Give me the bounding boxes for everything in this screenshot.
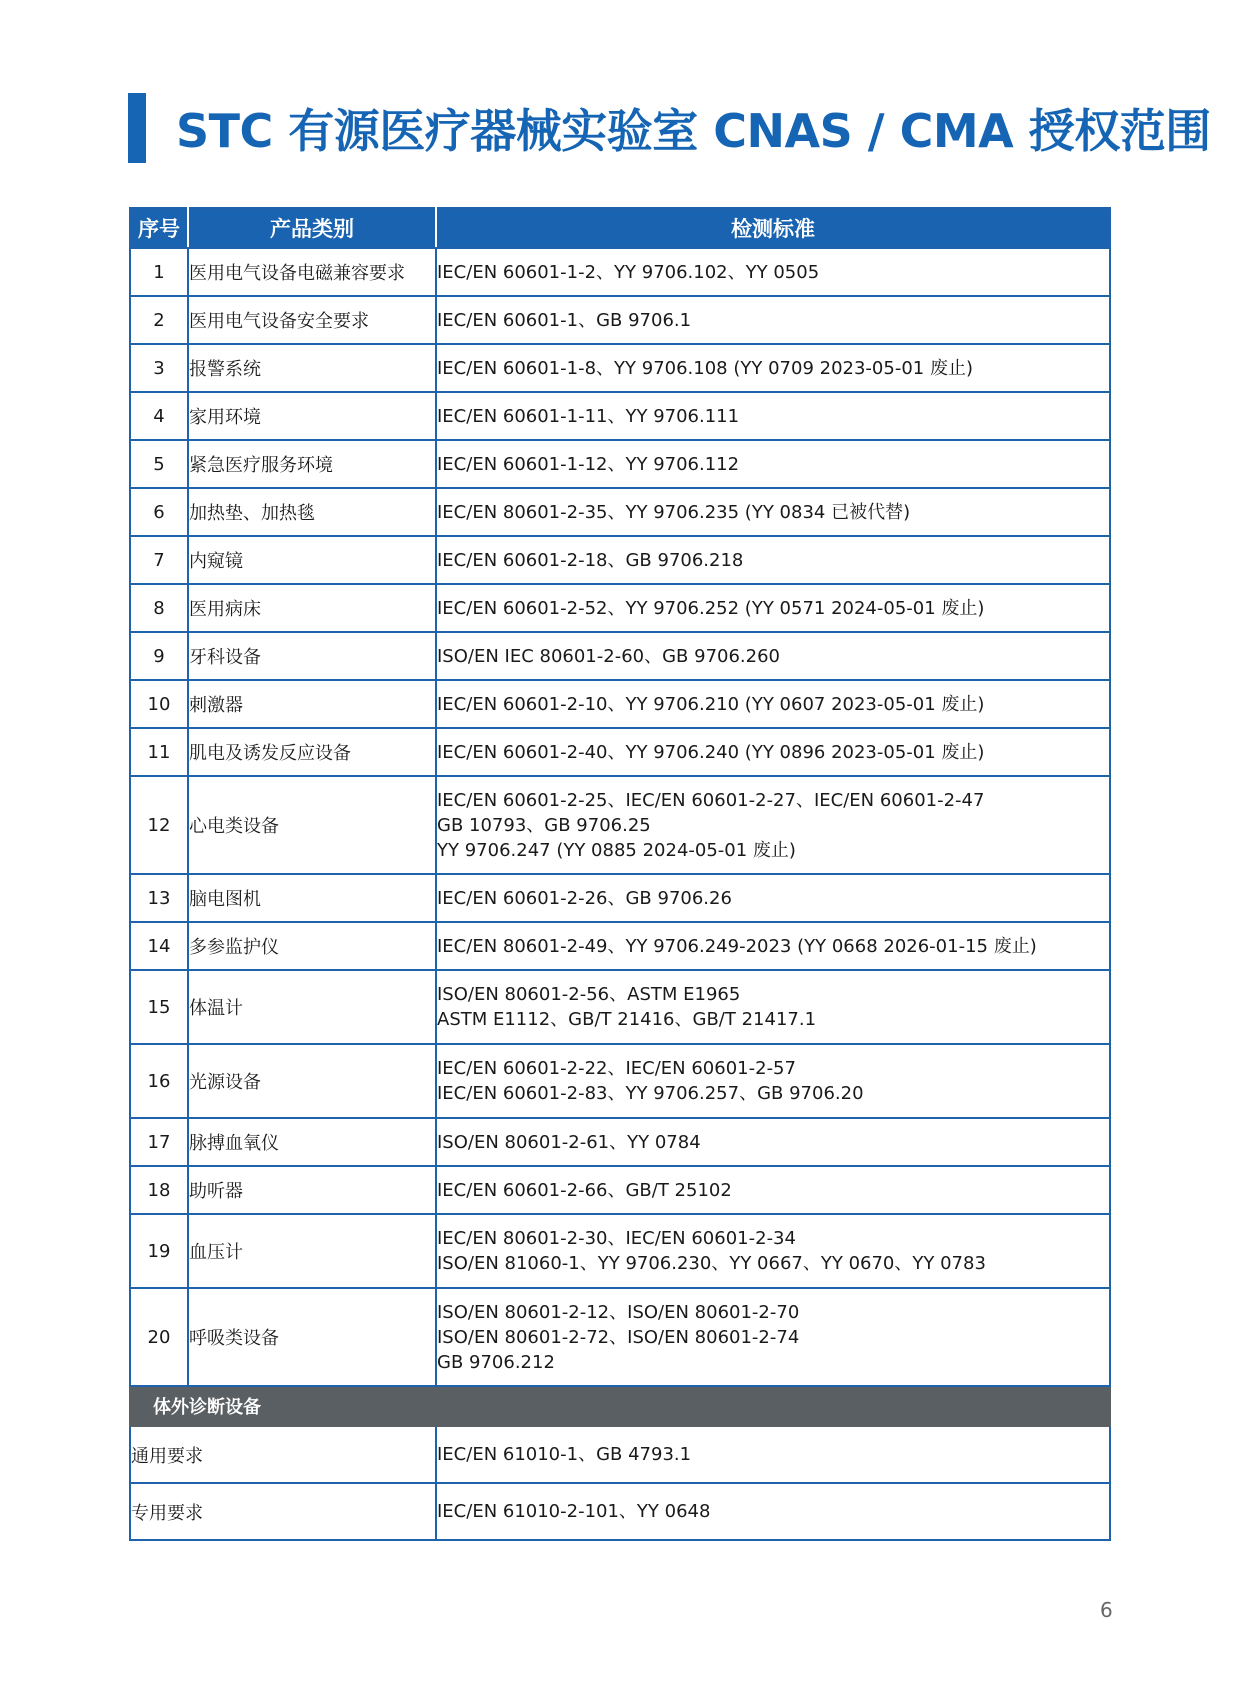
product-category: 内窥镜: [188, 536, 436, 584]
product-category: 助听器: [188, 1166, 436, 1214]
standard-line: IEC/EN 60601-2-25、IEC/EN 60601-2-27、IEC/EN 60601-2-47: [437, 789, 985, 811]
row-number: 8: [130, 584, 188, 632]
table-row: [130, 874, 1110, 922]
row-number: 17: [130, 1118, 188, 1166]
table-row: [130, 680, 1110, 728]
table-row: [130, 536, 1110, 584]
table-row: [130, 440, 1110, 488]
table-header-row: [130, 208, 1110, 248]
table-row: [130, 1118, 1110, 1166]
test-standard: [436, 1166, 1110, 1214]
table-row: [130, 488, 1110, 536]
table-body: [130, 248, 1110, 1540]
product-category: 多参监护仪: [188, 922, 436, 970]
table-row: [130, 1483, 1110, 1540]
test-standard: [436, 1288, 1110, 1386]
test-standard: [436, 536, 1110, 584]
product-category: 加热垫、加热毯: [188, 488, 436, 536]
table-row: [130, 584, 1110, 632]
table-row: [130, 248, 1110, 296]
test-standard: [436, 1214, 1110, 1288]
standard-line: IEC/EN 60601-2-18、GB 9706.218: [437, 549, 744, 571]
standard-line: ISO/EN IEC 80601-2-60、GB 9706.260: [437, 645, 781, 667]
row-number: 7: [130, 536, 188, 584]
section-header-ivd: [130, 1386, 1110, 1426]
product-category: 牙科设备: [188, 632, 436, 680]
standard-line: IEC/EN 60601-2-66、GB/T 25102: [437, 1179, 732, 1201]
product-category: 专用要求: [130, 1483, 436, 1540]
product-category: 刺激器: [188, 680, 436, 728]
table-row: [130, 392, 1110, 440]
row-number: 14: [130, 922, 188, 970]
product-category: 呼吸类设备: [188, 1288, 436, 1386]
standard-line: ISO/EN 80601-2-56、ASTM E1965: [437, 984, 741, 1005]
table-row: [130, 728, 1110, 776]
table-row: [130, 296, 1110, 344]
product-category: 家用环境: [188, 392, 436, 440]
product-category: 医用电气设备安全要求: [188, 296, 436, 344]
standard-line: IEC/EN 60601-2-26、GB 9706.26: [437, 887, 732, 909]
page-title: STC 有源医疗器械实验室 CNAS / CMA 授权范围: [176, 104, 1211, 158]
table-row: [130, 922, 1110, 970]
test-standard: [436, 392, 1110, 440]
product-category: 血压计: [188, 1214, 436, 1288]
standard-line: IEC/EN 80601-2-49、YY 9706.249-2023 (YY 0668 2026-01-15 废止): [437, 935, 1037, 957]
table-row: [130, 1288, 1110, 1386]
product-category: 医用电气设备电磁兼容要求: [188, 248, 436, 296]
row-number: 6: [130, 488, 188, 536]
section-title: 体外诊断设备: [130, 1386, 1110, 1426]
page-number: 6: [1100, 1598, 1113, 1622]
title-accent-bar: [128, 93, 146, 163]
test-standard: IEC/EN 61010-2-101、YY 0648: [436, 1483, 1110, 1540]
standard-line: IEC/EN 60601-2-10、YY 9706.210 (YY 0607 2023-05-01 废止): [437, 693, 985, 715]
table-row: [130, 1166, 1110, 1214]
standard-line: IEC/EN 60601-2-52、YY 9706.252 (YY 0571 2024-05-01 废止): [437, 597, 985, 619]
row-number: 9: [130, 632, 188, 680]
product-category: 脉搏血氧仪: [188, 1118, 436, 1166]
test-standard: [436, 488, 1110, 536]
row-number: 4: [130, 392, 188, 440]
row-number: 19: [130, 1214, 188, 1288]
standard-line: GB 10793、GB 9706.25: [437, 814, 651, 836]
table-row: [130, 1426, 1110, 1483]
test-standard: [436, 1118, 1110, 1166]
row-number: 1: [130, 248, 188, 296]
row-number: 18: [130, 1166, 188, 1214]
product-category: 报警系统: [188, 344, 436, 392]
standard-line: IEC/EN 60601-1-8、YY 9706.108 (YY 0709 2023-05-01 废止): [437, 357, 973, 379]
row-number: 20: [130, 1288, 188, 1386]
table-row: [130, 632, 1110, 680]
standard-line: ISO/EN 80601-2-61、YY 0784: [437, 1131, 701, 1153]
table-row: [130, 1044, 1110, 1118]
product-category: 脑电图机: [188, 874, 436, 922]
table-row: [130, 776, 1110, 874]
standard-line: ISO/EN 81060-1、YY 9706.230、YY 0667、YY 0670、YY 0783: [437, 1253, 986, 1274]
standard-line: IEC/EN 60601-2-40、YY 9706.240 (YY 0896 2023-05-01 废止): [437, 741, 985, 763]
test-standard: [436, 344, 1110, 392]
standard-line: GB 9706.212: [437, 1351, 555, 1373]
row-number: 16: [130, 1044, 188, 1118]
product-category: 体温计: [188, 970, 436, 1044]
row-number: 13: [130, 874, 188, 922]
row-number: 10: [130, 680, 188, 728]
standard-line: IEC/EN 60601-1-12、YY 9706.112: [437, 453, 740, 475]
row-number: 11: [130, 728, 188, 776]
test-standard: [436, 776, 1110, 874]
test-standard: [436, 874, 1110, 922]
test-standard: [436, 680, 1110, 728]
row-number: 5: [130, 440, 188, 488]
standard-line: IEC/EN 80601-2-30、IEC/EN 60601-2-34: [437, 1228, 796, 1249]
header-standard: 检测标准: [436, 208, 1110, 248]
row-number: 2: [130, 296, 188, 344]
test-standard: [436, 1044, 1110, 1118]
standards-table: [129, 207, 1111, 1541]
test-standard: [436, 922, 1110, 970]
product-category: 心电类设备: [188, 776, 436, 874]
standard-line: IEC/EN 60601-1、GB 9706.1: [437, 309, 692, 331]
standard-line: YY 9706.247 (YY 0885 2024-05-01 废止): [437, 839, 796, 861]
row-number: 3: [130, 344, 188, 392]
standard-line: IEC/EN 60601-1-2、YY 9706.102、YY 0505: [437, 261, 820, 283]
test-standard: [436, 632, 1110, 680]
standard-line: ISO/EN 80601-2-72、ISO/EN 80601-2-74: [437, 1326, 800, 1348]
standard-line: ISO/EN 80601-2-12、ISO/EN 80601-2-70: [437, 1301, 800, 1323]
test-standard: [436, 440, 1110, 488]
standard-line: IEC/EN 60601-2-83、YY 9706.257、GB 9706.20: [437, 1083, 864, 1104]
product-category: 通用要求: [130, 1426, 436, 1483]
table-row: [130, 1214, 1110, 1288]
standard-line: IEC/EN 80601-2-35、YY 9706.235 (YY 0834 已被代替): [437, 501, 911, 523]
product-category: 光源设备: [188, 1044, 436, 1118]
row-number: 15: [130, 970, 188, 1044]
header-no: 序号: [130, 208, 188, 248]
product-category: 肌电及诱发反应设备: [188, 728, 436, 776]
product-category: 紧急医疗服务环境: [188, 440, 436, 488]
test-standard: [436, 970, 1110, 1044]
test-standard: [436, 296, 1110, 344]
header-category: 产品类别: [188, 208, 436, 248]
standard-line: IEC/EN 60601-2-22、IEC/EN 60601-2-57: [437, 1058, 796, 1079]
test-standard: [436, 584, 1110, 632]
table-row: [130, 344, 1110, 392]
standard-line: ASTM E1112、GB/T 21416、GB/T 21417.1: [437, 1009, 817, 1030]
test-standard: [436, 728, 1110, 776]
test-standard: [436, 248, 1110, 296]
row-number: 12: [130, 776, 188, 874]
standard-line: IEC/EN 60601-1-11、YY 9706.111: [437, 405, 740, 427]
test-standard: IEC/EN 61010-1、GB 4793.1: [436, 1426, 1110, 1483]
table-row: [130, 970, 1110, 1044]
product-category: 医用病床: [188, 584, 436, 632]
